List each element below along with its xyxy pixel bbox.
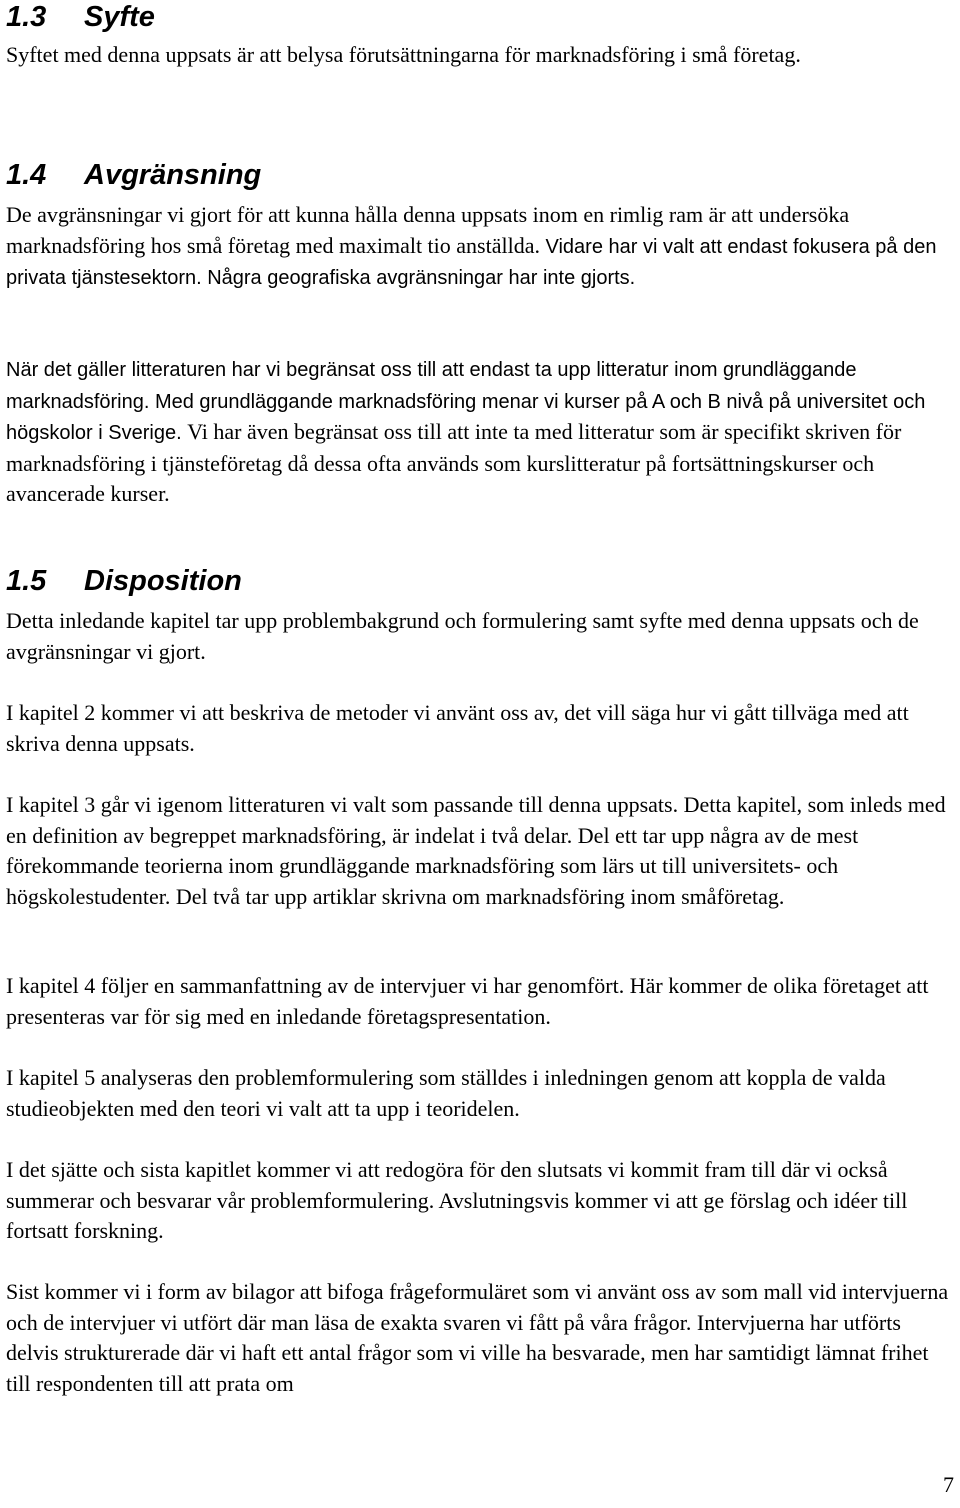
section-number: 1.5 <box>6 565 47 597</box>
avgransning-text-serif: De avgränsningar vi gjort för att kunna hålla denna uppsats inom en rimlig ram är att undersöka marknadsföring hos små företag med maximalt tio anställda. <box>6 202 850 258</box>
avgransning-text-sans: Vidare har vi valt att endast fokusera på den privata tjänstesektorn. Några geografiska avgränsningar har inte gjorts. <box>6 235 937 289</box>
section-number: 1.3 <box>6 1 47 33</box>
disposition-paragraph-2: I kapitel 2 kommer vi att beskriva de metoder vi använt oss av, det vill säga hur vi gått tillväga med att skriva denna uppsats. <box>6 700 909 756</box>
page-number: 7 <box>943 1472 954 1497</box>
syfte-paragraph: Syftet med denna uppsats är att belysa förutsättningarna för marknadsföring i små företag. <box>6 42 801 67</box>
disposition-paragraph-6: I det sjätte och sista kapitlet kommer vi att redogöra för den slutsats vi kommit fram till där vi också summerar och besvarar vår problemformulering. Avslutningsvis kommer vi att ge förslag och idéer till fortsatt forskning. <box>6 1157 908 1243</box>
section-heading-disposition <box>6 564 242 598</box>
disposition-paragraph-4: I kapitel 4 följer en sammanfattning av de intervjuer vi har genomfört. Här kommer de olika företaget att presenteras var för sig med en inledande företagspresentation. <box>6 973 929 1029</box>
avgransning-text-serif: Vi har även begränsat oss till att inte ta med litteratur som är specifikt skriven för marknadsföring i tjänsteföretag då dessa ofta används som kurslitteratur på fortsättningskurser och avancerade kurser. <box>6 419 902 506</box>
avgransning-paragraph-2 <box>6 354 956 510</box>
section-title: Disposition <box>84 565 242 597</box>
disposition-paragraph-1: Detta inledande kapitel tar upp problembakgrund och formulering samt syfte med denna uppsats och de avgränsningar vi gjort. <box>6 608 919 664</box>
avgransning-text-sans: När det gäller litteraturen har vi begränsat oss till att endast ta upp litteratur inom grundläggande marknadsföring. Med grundläggande marknadsföring menar vi kurser på A och B nivå på universitet och högskolor i Sverige. <box>6 359 926 444</box>
section-heading-syfte <box>6 0 155 34</box>
section-title: Syfte <box>84 1 155 33</box>
disposition-paragraph-3: I kapitel 3 går vi igenom litteraturen vi valt som passande till denna uppsats. Detta kapitel, som inleds med en definition av begreppet marknadsföring, är indelat i två delar. Del ett tar upp några av de mest förekommande teorierna inom grundläggande marknadsföring som lärs ut till universitets- och högskolestudenter. Del två tar upp artiklar skrivna om marknadsföring inom småföretag. <box>6 792 946 909</box>
section-number: 1.4 <box>6 159 47 191</box>
section-heading-avgransning <box>6 158 261 192</box>
avgransning-paragraph-1 <box>6 200 956 294</box>
section-title: Avgränsning <box>84 159 262 191</box>
disposition-paragraph-5: I kapitel 5 analyseras den problemformulering som ställdes i inledningen genom att koppla de valda studieobjekten med den teori vi valt att ta upp i teoridelen. <box>6 1065 886 1121</box>
disposition-paragraph-7: Sist kommer vi i form av bilagor att bifoga frågeformuläret som vi använt oss av som mall vid intervjuerna och de intervjuer vi utfört där man läsa de exakta svaren vi fått på våra frågor. Intervjuerna har utförts delvis strukturerade där vi haft ett antal frågor som vi ville ha besvarade, men har samtidigt lämnat frihet till respondenten till att prata om <box>6 1279 949 1396</box>
